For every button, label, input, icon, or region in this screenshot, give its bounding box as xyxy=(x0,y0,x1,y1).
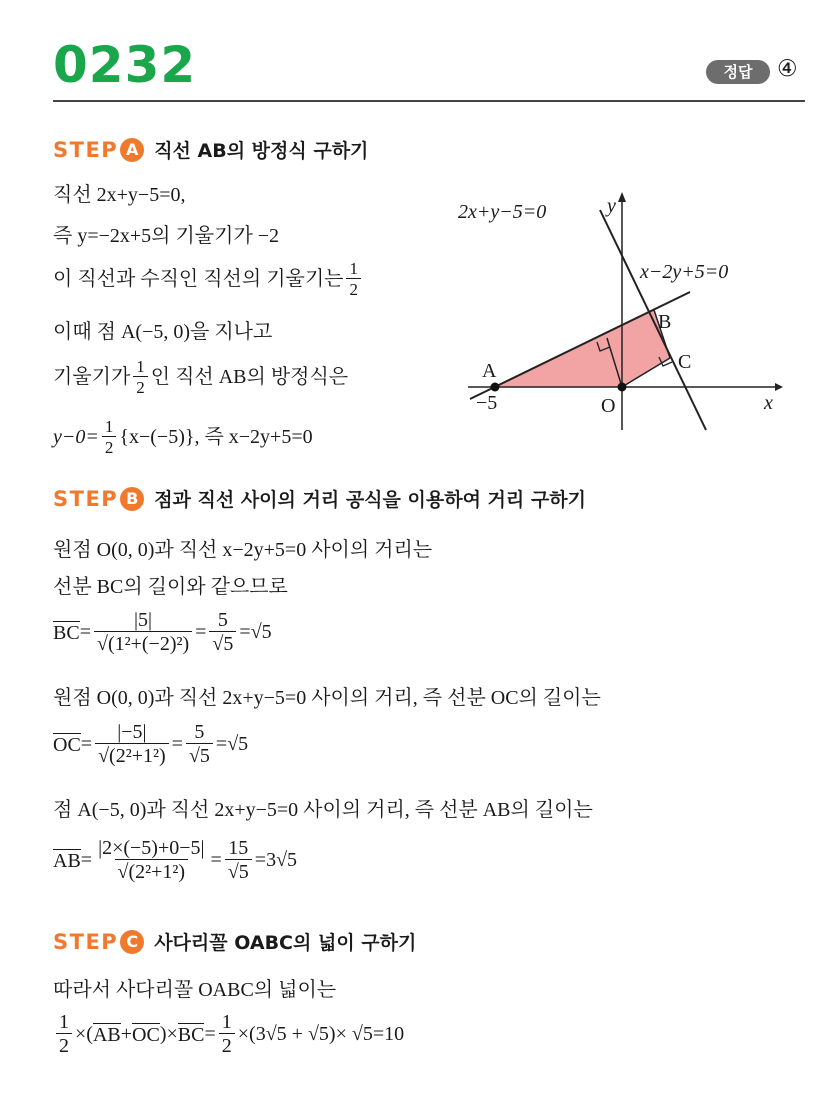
point-o-dot xyxy=(618,383,627,392)
fraction-numerator: 5 xyxy=(194,721,205,743)
fraction-denominator: √5 xyxy=(186,743,213,766)
bc-symbol: BC xyxy=(53,622,80,644)
step-b-letter: B xyxy=(120,487,144,511)
step-b-line-2: 선분 BC의 길이와 같으므로 xyxy=(53,576,288,598)
oc-equation xyxy=(53,722,248,766)
fraction xyxy=(186,722,213,766)
fraction-numerator: 1 xyxy=(136,357,145,376)
fraction xyxy=(95,838,207,882)
step-b-label: STEP xyxy=(53,486,119,511)
equals-sign: = xyxy=(171,733,183,755)
equals-sign: = xyxy=(80,849,93,871)
step-a-line-2: 즉 y=−2x+5의 기울기가 −2 xyxy=(53,225,280,247)
label-tick-a: −5 xyxy=(476,392,498,414)
step-b-heading xyxy=(53,485,586,512)
area-mid-2: )× xyxy=(159,1023,178,1045)
fraction-numerator: 1 xyxy=(104,417,114,436)
fraction xyxy=(346,260,361,298)
step-b-line-1: 원점 O(0, 0)과 직선 x−2y+5=0 사이의 거리는 xyxy=(53,539,433,561)
oc-result: √5 xyxy=(227,733,249,755)
coordinate-graph xyxy=(450,180,790,440)
step-a-line-1: 직선 2x+y−5=0, xyxy=(53,184,186,206)
label-o: O xyxy=(601,395,616,417)
fraction xyxy=(225,838,252,882)
step-a-heading xyxy=(53,136,368,163)
step-a-line-6-pre: y−0= xyxy=(53,426,99,448)
header-rule xyxy=(53,100,805,102)
step-a-line-5 xyxy=(53,358,348,396)
step-a-line-4: 이때 점 A(−5, 0)을 지나고 xyxy=(53,321,273,343)
label-c: C xyxy=(678,351,692,373)
step-a-line-3-text: 이 직선과 수직인 직선의 기울기는 xyxy=(53,268,344,290)
area-eq: = xyxy=(204,1023,216,1045)
area-ab: AB xyxy=(92,1024,121,1046)
equals-sign: = xyxy=(195,621,207,643)
step-a-line-5-post: 인 직선 AB의 방정식은 xyxy=(150,366,349,388)
label-a: A xyxy=(482,360,497,382)
fraction-denominator: 2 xyxy=(56,1033,72,1056)
label-line2: x−2y+5=0 xyxy=(640,261,729,283)
equals-sign: = xyxy=(80,733,93,755)
fraction-denominator: √(2²+1²) xyxy=(95,743,169,766)
bc-result: √5 xyxy=(250,621,272,643)
fraction-numerator: 1 xyxy=(59,1011,69,1033)
step-b-line-3: 원점 O(0, 0)과 직선 2x+y−5=0 사이의 거리, 즉 선분 OC의 길이는 xyxy=(53,687,601,709)
fraction xyxy=(133,358,148,396)
step-a-letter: A xyxy=(120,138,144,162)
fraction-denominator: √(2²+1²) xyxy=(115,859,189,882)
fraction xyxy=(94,610,192,654)
step-c-heading xyxy=(53,928,416,955)
equals-sign: = xyxy=(215,733,228,755)
fraction-numerator: |2×(−5)+0−5| xyxy=(98,837,205,859)
area-oc: OC xyxy=(132,1024,160,1046)
equals-sign: = xyxy=(210,849,222,871)
equals-sign: = xyxy=(254,849,267,871)
fraction-numerator: 1 xyxy=(349,259,358,278)
y-axis-arrow-icon xyxy=(618,192,626,202)
point-a-dot xyxy=(491,383,500,392)
equals-sign: = xyxy=(239,621,251,643)
area-tail: ×(3√5 + √5)× √5=10 xyxy=(237,1023,405,1045)
fraction xyxy=(95,722,169,766)
bc-equation xyxy=(53,610,272,654)
label-axis-y: y xyxy=(607,195,616,217)
fraction-denominator: √(1²+(−2)²) xyxy=(94,631,192,654)
ab-result: 3√5 xyxy=(266,849,298,871)
step-b-title: 점과 직선 사이의 거리 공식을 이용하여 거리 구하기 xyxy=(154,489,586,511)
ab-equation xyxy=(53,838,297,882)
x-axis-arrow-icon xyxy=(775,383,783,391)
label-line1: 2x+y−5=0 xyxy=(458,201,547,223)
fraction-denominator: 2 xyxy=(346,278,361,298)
oc-symbol: OC xyxy=(53,734,81,756)
answer-badge: 정답 xyxy=(706,60,770,84)
step-a-line-3 xyxy=(53,260,364,298)
step-c-label: STEP xyxy=(53,929,119,954)
fraction-numerator: 1 xyxy=(221,1011,232,1033)
step-a-label: STEP xyxy=(53,137,119,162)
step-b-line-4: 점 A(−5, 0)과 직선 2x+y−5=0 사이의 거리, 즉 선분 AB의 길이는 xyxy=(53,799,593,821)
problem-number: 0232 xyxy=(53,36,197,94)
area-bc: BC xyxy=(177,1024,205,1046)
trapezoid-oabc xyxy=(495,310,670,387)
fraction-numerator: 5 xyxy=(217,609,228,631)
label-axis-x: x xyxy=(764,392,773,414)
fraction-numerator: |5| xyxy=(134,609,153,631)
line-2x-y-5 xyxy=(600,210,706,430)
fraction xyxy=(102,418,117,456)
step-a-line-5-pre: 기울기가 xyxy=(53,366,131,388)
step-a-line-6 xyxy=(53,418,313,456)
fraction-denominator: √5 xyxy=(209,631,236,654)
ab-symbol: AB xyxy=(53,850,81,872)
fraction-numerator: 15 xyxy=(228,837,249,859)
fraction-denominator: √5 xyxy=(225,859,252,882)
fraction-denominator: 2 xyxy=(219,1033,235,1056)
step-a-line-6-post: {x−(−5)}, 즉 x−2y+5=0 xyxy=(119,426,313,448)
area-plus: + xyxy=(120,1023,133,1045)
fraction-numerator: |−5| xyxy=(117,721,147,743)
step-c-letter: C xyxy=(120,930,144,954)
area-equation xyxy=(53,1012,404,1056)
step-c-title: 사다리꼴 OABC의 넓이 구하기 xyxy=(154,932,417,954)
fraction-denominator: 2 xyxy=(102,436,117,456)
fraction xyxy=(56,1012,72,1056)
fraction-denominator: 2 xyxy=(133,376,148,396)
answer-value: ④ xyxy=(777,56,798,82)
area-mid-1: ×( xyxy=(75,1023,93,1045)
step-a-title: 직선 AB의 방정식 구하기 xyxy=(154,140,369,162)
label-b: B xyxy=(658,311,672,333)
fraction xyxy=(219,1012,235,1056)
fraction xyxy=(209,610,236,654)
equals-sign: = xyxy=(79,621,91,643)
step-c-line-1: 따라서 사다리꼴 OABC의 넓이는 xyxy=(53,979,337,1001)
